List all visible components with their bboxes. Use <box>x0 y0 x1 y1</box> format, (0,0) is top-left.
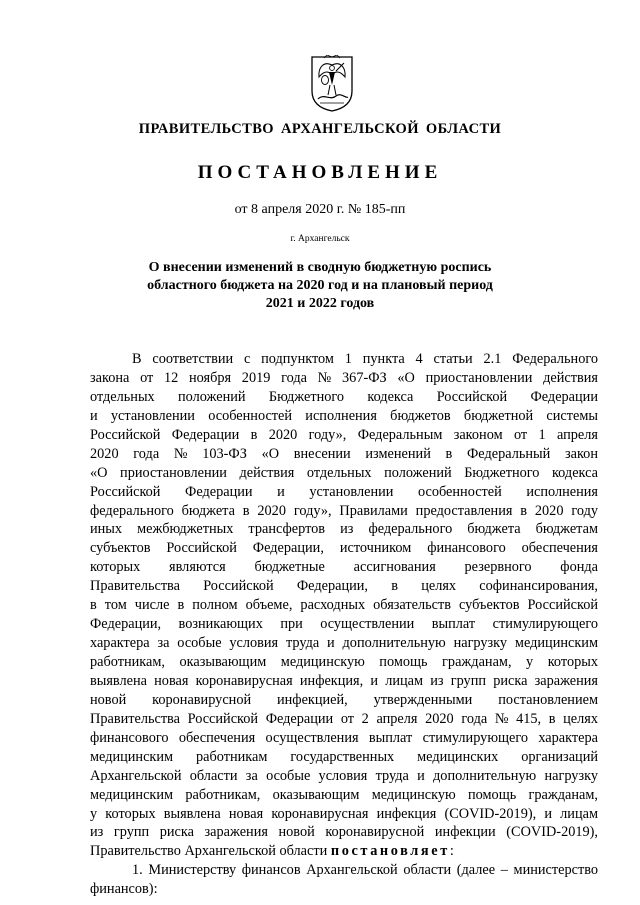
body-line: Архангельской области за особые условия труда и дополнительную нагрузку <box>90 767 598 784</box>
body-line: федерального бюджета в 2020 году», Правилами предоставления в 2020 году <box>90 502 598 519</box>
body-line: у которых выявлена новая коронавирусная инфекция (COVID-2019), и лицам <box>90 805 598 822</box>
document-subject <box>100 259 540 313</box>
resolution-suffix: : <box>449 843 454 860</box>
subject-line: 2021 и 2022 годов <box>265 296 375 311</box>
document-date-number: от 8 апреля 2020 г. № 185-пп <box>234 202 406 217</box>
body-line: «О приостановлении действия отдельных положений Бюджетного кодекса <box>90 464 598 481</box>
body-line: 2020 года № 103-ФЗ «О внесении изменений в Федеральный закон <box>90 445 598 462</box>
body-line: медицинским работникам, оказывающим медицинскую помощь гражданам, <box>90 786 598 803</box>
body-line: медицинским работникам государственных медицинских организаций <box>90 748 598 765</box>
body-line: которых являются бюджетные ассигнования резервного фонда <box>90 559 598 576</box>
body-line: субъектов Российской Федерации, источником финансового обеспечения <box>90 540 598 557</box>
body-line: Российской Федерации и установлении особенностей исполнения <box>90 483 598 500</box>
body-line: закона от 12 ноября 2019 года № 367-ФЗ «О приостановлении действия <box>90 369 598 386</box>
body-line: В соответствии с подпунктом 1 пункта 4 статьи 2.1 Федерального <box>132 351 598 367</box>
body-line: Федерации, возникающих при осуществлении выплат стимулирующего <box>90 616 598 633</box>
body-line: характера за особые условия труда и дополнительную нагрузку медицинским <box>90 635 598 652</box>
government-name: ПРАВИТЕЛЬСТВО АРХАНГЕЛЬСКОЙ ОБЛАСТИ <box>138 121 502 137</box>
resolution-line <box>90 842 598 861</box>
body-line: из групп риска заражения новой коронавирусной инфекции (COVID-2019), <box>90 824 598 841</box>
subject-line: областного бюджета на 2020 год и на плановый период <box>147 278 493 293</box>
coat-of-arms-emblem <box>310 55 354 113</box>
coat-of-arms-icon <box>310 55 354 113</box>
body-line: отдельных положений Бюджетного кодекса Российской Федерации <box>90 388 598 405</box>
resolves-word: постановляет <box>330 843 450 860</box>
subject-line: О внесении изменений в сводную бюджетную роспись <box>148 260 492 275</box>
body-line: Правительства Российской Федерации, в целях софинансирования, <box>90 578 598 595</box>
document-type: ПОСТАНОВЛЕНИЕ <box>197 162 443 183</box>
body-line: иных межбюджетных трансфертов из федерального бюджета бюджетам <box>90 521 598 538</box>
document-city: г. Архангельск <box>290 234 350 244</box>
body-line: новой коронавирусной инфекцией, утвержденными постановлением <box>90 691 598 708</box>
item-1-line: финансов): <box>90 881 158 898</box>
body-line: выявлена новая коронавирусная инфекция, и лицам из групп риска заражения <box>90 672 598 689</box>
document-body <box>90 350 598 899</box>
body-line: Российской Федерации в 2020 году», Федеральным законом от 1 апреля <box>90 426 598 443</box>
resolution-prefix: Правительство Архангельской области <box>90 843 331 860</box>
body-line: и установлении особенностей исполнения бюджетов бюджетной системы <box>90 407 598 424</box>
body-line: в том числе в полном объеме, расходных обязательств субъектов Российской <box>90 597 598 614</box>
item-1-line: 1. Министерству финансов Архангельской области (далее – министерство <box>132 862 598 879</box>
body-line: работникам, оказывающим медицинскую помощь гражданам, у которых <box>90 654 598 670</box>
body-line: Правительства Российской Федерации от 2 апреля 2020 года № 415, в целях <box>90 710 598 727</box>
body-line: финансового обеспечения осуществления выплат стимулирующего характера <box>90 729 598 746</box>
